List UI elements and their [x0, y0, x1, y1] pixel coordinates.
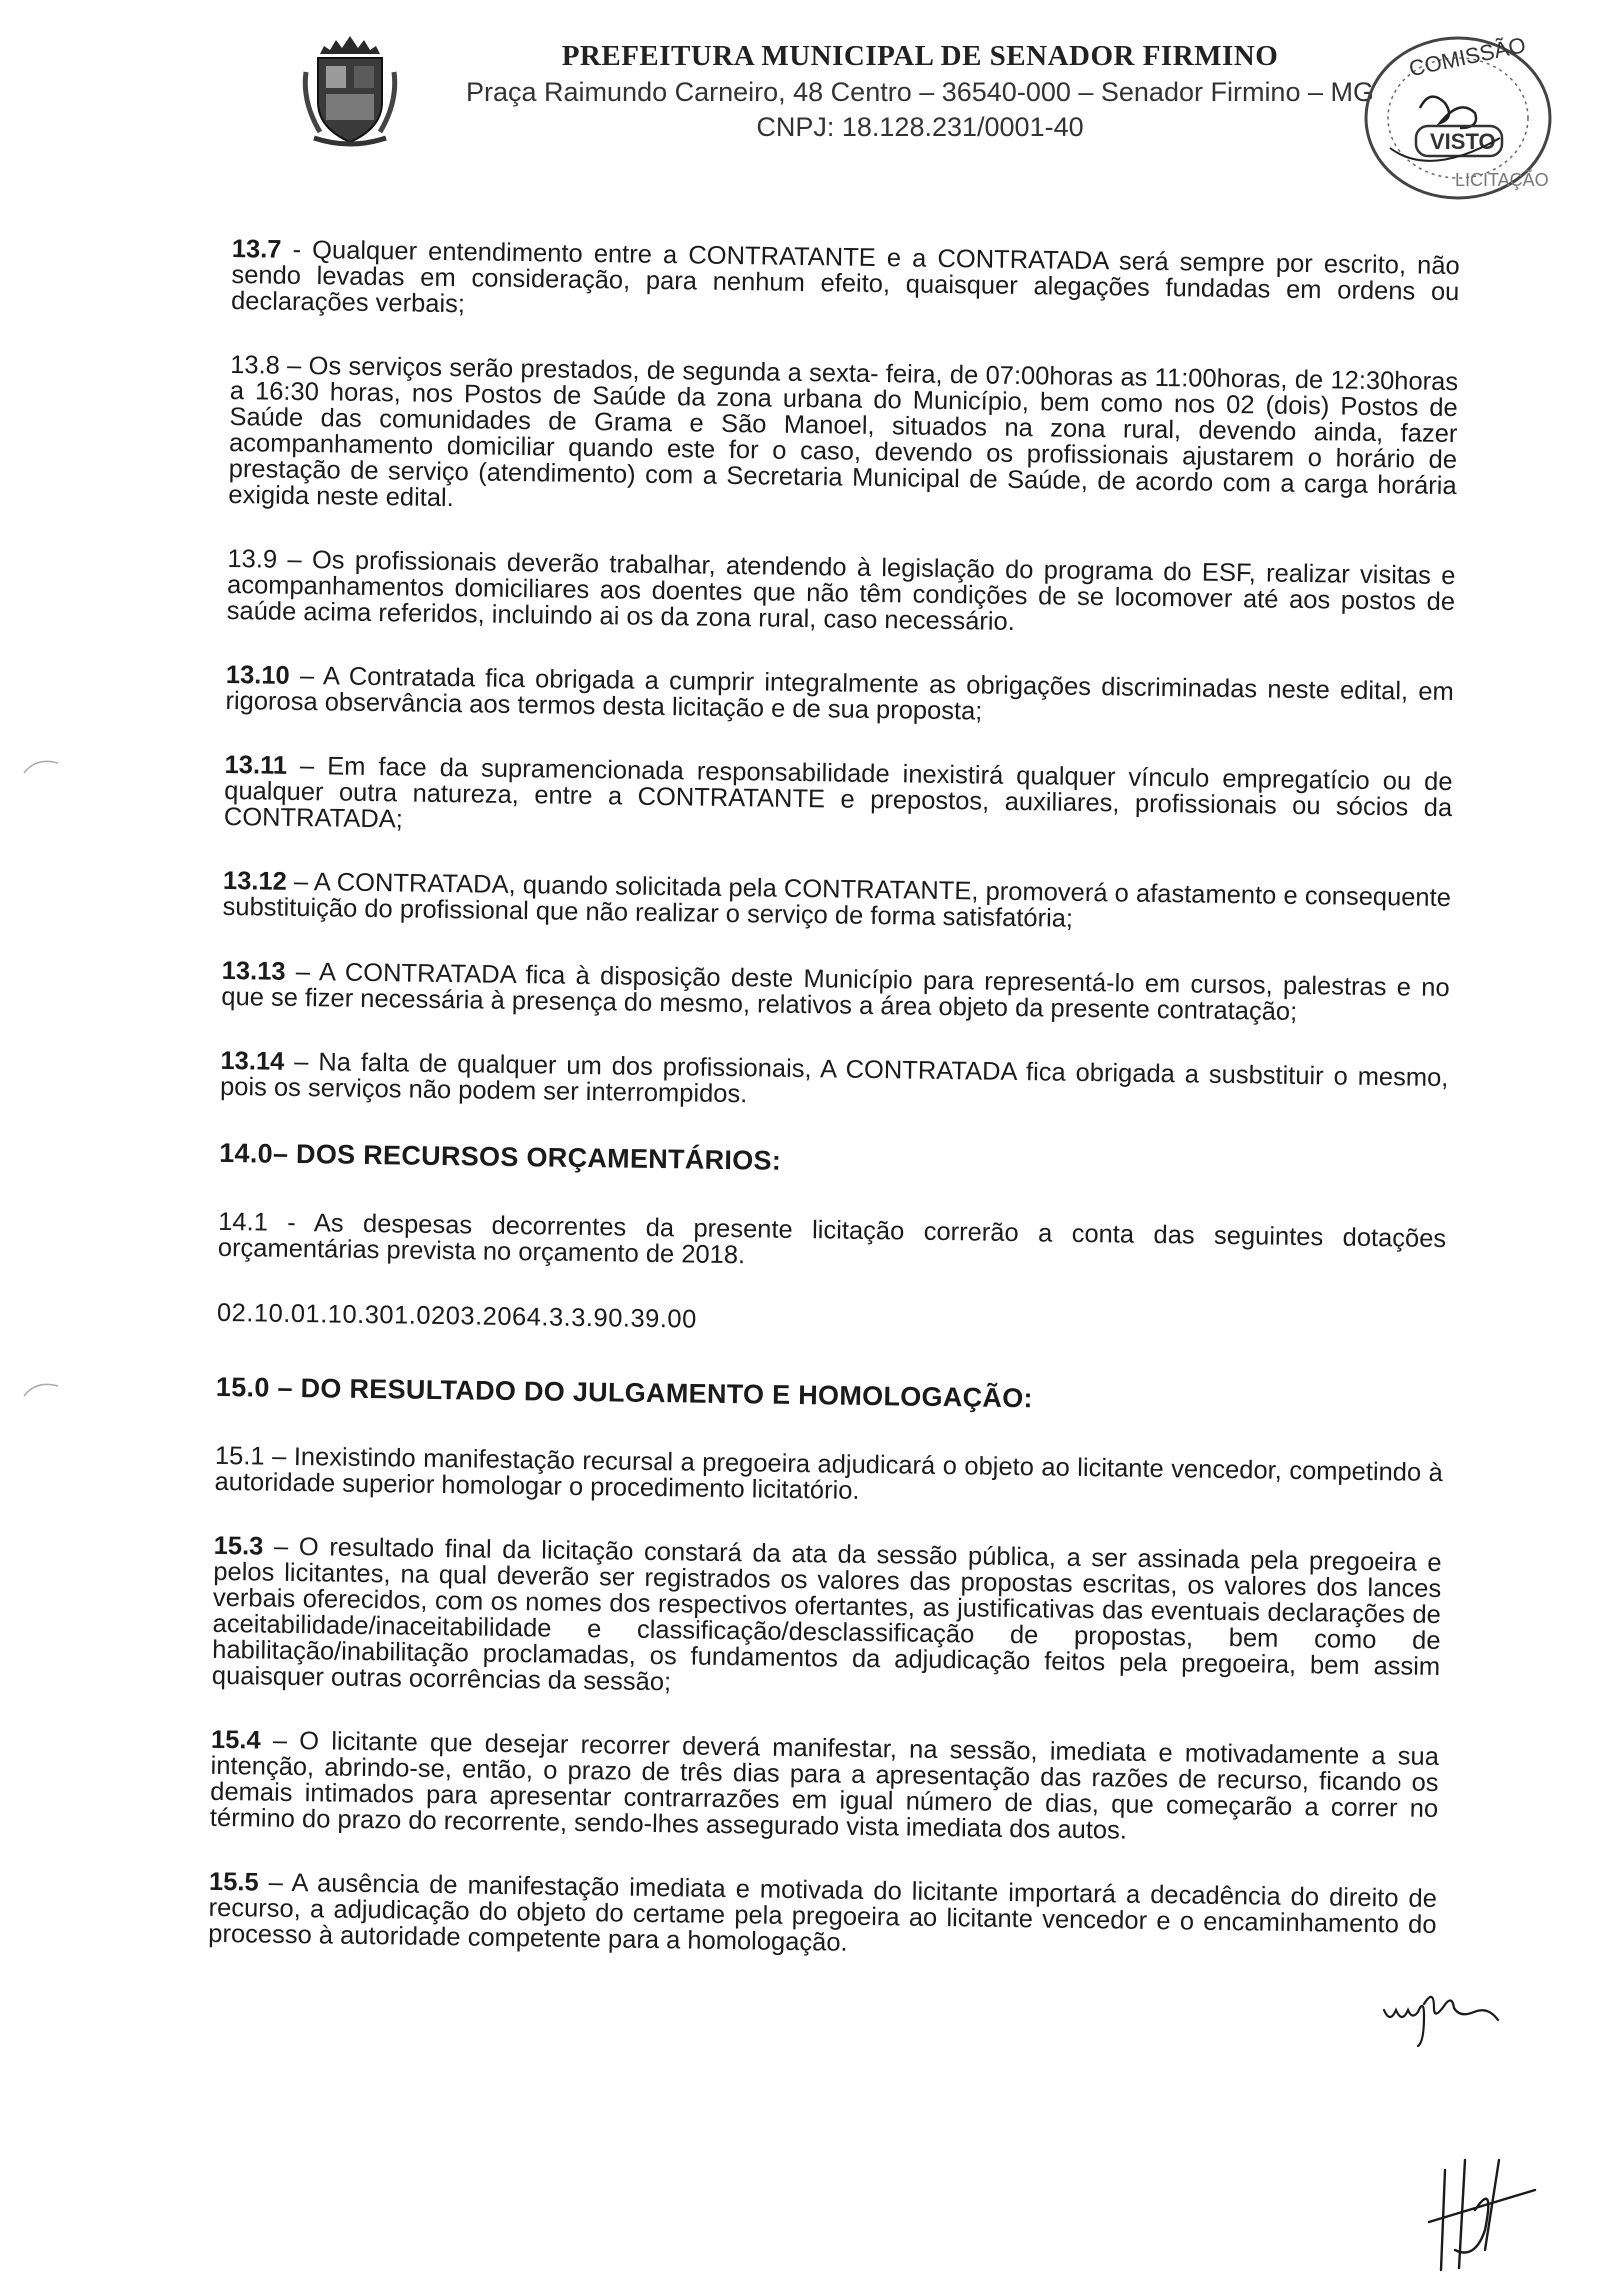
clause-13-9 — [227, 546, 1456, 641]
handwritten-initials-icon — [1380, 1990, 1510, 2050]
clause-separator: – — [285, 957, 320, 987]
clause-separator: – — [286, 867, 315, 897]
clause-number: 13.8 — [230, 350, 281, 380]
budget-code: 02.10.01.10.301.0203.2064.3.3.90.39.00 — [216, 1298, 697, 1334]
clause-text: A CONTRATADA fica à disposição deste Município para representá-lo em cursos, palestras e no que se fizer necessária à presença do mesmo, relativos a área objeto da presente contratação; — [221, 958, 1450, 1026]
clause-separator: – — [260, 1726, 300, 1756]
clause-13-14 — [220, 1048, 1449, 1117]
clause-15-1 — [214, 1443, 1443, 1512]
clause-text: Os profissionais deverão trabalhar, atendendo à legislação do programa do ESF, realizar visitas e acompanhamentos domiciliares aos doentes que não têm condições de se locomover até aos postos de saúde acima referidos, incluindo ai os da zona rural, caso necessário. — [226, 546, 1456, 636]
clause-text: Na falta de qualquer um dos profissionais, A CONTRATADA fica obrigada a susbstituir o mesmo, pois os serviços não podem ser interrompidos. — [219, 1048, 1449, 1109]
clause-separator: – — [289, 661, 324, 691]
municipal-crest-icon — [300, 32, 400, 152]
margin-mark-icon — [22, 1378, 62, 1398]
clause-text: A CONTRATADA, quando solicitada pela CONTRATANTE, promoverá o afastamento e consequente substituição do profissional que não realizar o serviço de forma satisfatória; — [222, 868, 1452, 933]
clause-separator: – — [279, 351, 309, 381]
clause-13-13 — [221, 958, 1450, 1027]
clause-number: 13.9 — [227, 544, 278, 574]
section-14-title: 14.0– DOS RECURSOS ORÇAMENTÁRIOS: — [218, 1137, 782, 1176]
clause-number: 13.7 — [231, 235, 282, 264]
header-cnpj: CNPJ: 18.128.231/0001-40 — [756, 112, 1084, 142]
svg-text:COMISSÃO: COMISSÃO — [1406, 32, 1528, 82]
clause-number: 15.1 — [214, 1441, 265, 1471]
clause-separator: - — [281, 235, 313, 265]
clause-13-12 — [222, 868, 1451, 937]
clause-number: 13.13 — [221, 956, 286, 986]
header-address: Praça Raimundo Carneiro, 48 Centro – 36540-000 – Senador Firmino – MG — [466, 77, 1374, 107]
clause-number: 13.12 — [222, 866, 287, 896]
clause-13-7 — [231, 236, 1460, 331]
clause-15-5 — [208, 1869, 1437, 1964]
section-15-title: 15.0 – DO RESULTADO DO JULGAMENTO E HOMOLOGAÇÃO: — [215, 1371, 1034, 1414]
clause-separator: – — [263, 1532, 300, 1562]
clause-number: 13.10 — [225, 660, 290, 690]
svg-text:LICITAÇÃO: LICITAÇÃO — [1455, 170, 1549, 190]
clause-number: 13.14 — [220, 1046, 285, 1076]
header-org-name: PREFEITURA MUNICIPAL DE SENADOR FIRMINO — [561, 40, 1279, 72]
clause-separator: – — [258, 1868, 292, 1897]
clause-text: A Contratada fica obrigada a cumprir integralmente as obrigações discriminadas neste edital, em rigorosa observância aos termos desta licitação e de sua proposta; — [225, 662, 1454, 726]
clause-separator: – — [276, 545, 313, 575]
clause-number: 15.3 — [213, 1531, 264, 1561]
clause-separator: – — [286, 751, 328, 781]
clause-text: Inexistindo manifestação recursal a pregoeira adjudicará o objeto ao licitante vencedor, competindo à autoridade superior homologar o procedimento licitatório. — [214, 1442, 1444, 1505]
clause-text: Qualquer entendimento entre a CONTRATANTE e a CONTRATADA será sempre por escrito, não sendo levadas em consideração, para nenhum efeito, quaisquer alegações fundadas em ordens ou declarações verbais; — [230, 236, 1460, 319]
clause-13-8 — [228, 352, 1458, 525]
clause-number: 13.11 — [224, 750, 288, 780]
clause-text: A ausência de manifestação imediata e motivada do licitante importará a decadência do direito de recurso, a adjudicação do objeto do certame pela pregoeira ao licitante vencedor e o encaminhamento do processo à autoridade competente para a homologação. — [208, 1868, 1438, 1957]
commission-stamp-icon — [1350, 28, 1560, 208]
document-body — [208, 236, 1460, 2002]
clause-text: O licitante que desejar recorrer deverá manifestar, na sessão, imediata e motivadamente a sua intenção, abrindo-se, então, o prazo de três dias para a apresentação das razões de recurso, ficando os demais intimados para apresentar contrarrazões em igual número de dias, que começarão a correr no término do prazo do recorrente, sendo-lhes assegurado vista imediata dos autos. — [209, 1727, 1440, 1845]
section-15-clauses — [208, 1443, 1443, 1964]
svg-text:VISTO: VISTO — [1430, 129, 1496, 154]
clause-separator: – — [284, 1047, 319, 1077]
margin-mark-icon — [22, 755, 62, 775]
clause-15-3 — [212, 1533, 1442, 1706]
clause-text: Os serviços serão prestados, de segunda a sexta- feira, de 07:00horas as 11:00horas, de 12:30horas a 16:30 horas, nos Postos de Saúde da zona urbana do Município, bem como nos 02 (dois) Postos de Saúde das comunidades de Grama e São Manoel, situados na zona rural, devendo ainda, fazer acompanhamento domiciliar quando este for o caso, devendo os profissionais ajustarem o horário de prestação de serviço (atendimento) com a Secretaria Municipal de Saúde, de acordo com a carga horária exigida neste edital. — [228, 352, 1459, 513]
clause-13-10 — [225, 662, 1454, 731]
clause-text: Em face da supramencionada responsabilidade inexistirá qualquer vínculo empregatício ou de qualquer outra natureza, entre a CONTRATANTE e prepostos, auxiliares, profissionais ou sócios da CONTRATADA; — [223, 752, 1453, 834]
clause-13-11 — [224, 752, 1453, 847]
clause-number: 15.4 — [210, 1725, 261, 1755]
clause-text: O resultado final da licitação constará da ata da sessão pública, a ser assinada pela pregoeira e pelos licitantes, na qual deverão ser registrados os valores das propostas escritas, os valores dos lances verbais oferecidos, com os nomes dos respectivos ofertantes, as justificativas das eventuais declarações de aceitabilidade/inaceitabilidade e classificação/desclassificação de propostas, bem como de habilitação/inabilitação proclamadas, os fundamentos da adjudicação feitos pela pregoeira, bem assim quaisquer outras ocorrências da sessão; — [211, 1533, 1442, 1697]
section-13-clauses — [220, 236, 1460, 1117]
letterhead — [420, 40, 1420, 143]
clause-number: 15.5 — [208, 1867, 259, 1897]
clause-15-4 — [210, 1727, 1439, 1848]
clause-separator: – — [264, 1442, 295, 1471]
clause-14-1: 14.1 - As despesas decorrentes da presente licitação correrão a conta das seguintes dotações orçamentárias prevista no orçamento de 2018. — [217, 1207, 1447, 1270]
handwritten-signature-icon — [1415, 2150, 1545, 2274]
